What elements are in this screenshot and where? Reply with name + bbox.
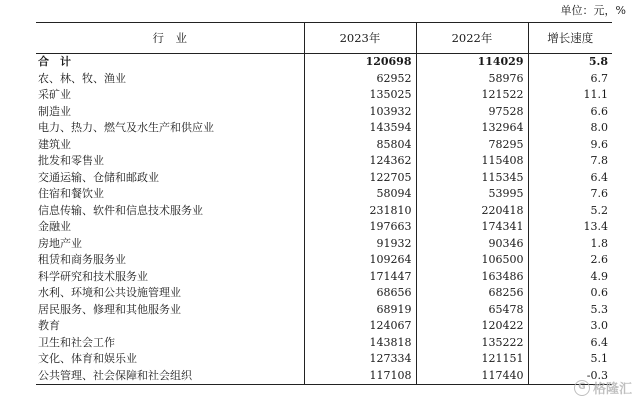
industry-cell: 批发和零售业 [38, 154, 104, 168]
header-growth: 增长速度 [528, 23, 612, 54]
value-2023-cell: 58094 [304, 186, 416, 203]
growth-cell: 11.1 [528, 87, 612, 104]
value-2023-cell: 85804 [304, 137, 416, 154]
industry-cell: 农、林、牧、渔业 [38, 71, 126, 85]
growth-cell: 0.6 [528, 285, 612, 302]
table-row [36, 335, 612, 352]
industry-cell: 水利、环境和公共设施管理业 [38, 286, 181, 300]
value-2022-cell: 53995 [416, 186, 528, 203]
growth-cell: 2.6 [528, 252, 612, 269]
industry-cell: 科学研究和技术服务业 [38, 269, 148, 283]
value-2023-cell: 231810 [304, 203, 416, 220]
value-2022-cell: 120422 [416, 318, 528, 335]
growth-cell: 13.4 [528, 219, 612, 236]
growth-cell: 3.0 [528, 318, 612, 335]
value-2023-cell: 171447 [304, 269, 416, 286]
value-2022-cell: 121522 [416, 87, 528, 104]
value-2022-cell: 68256 [416, 285, 528, 302]
value-2023-cell: 120698 [304, 54, 416, 71]
industry-cell: 文化、体育和娱乐业 [38, 352, 137, 366]
table-row [36, 351, 612, 368]
value-2022-cell: 58976 [416, 71, 528, 88]
value-2022-cell: 174341 [416, 219, 528, 236]
table-row [36, 302, 612, 319]
value-2023-cell: 68656 [304, 285, 416, 302]
unit-note: 单位：元，% [560, 4, 626, 17]
growth-cell: 5.1 [528, 351, 612, 368]
value-2023-cell: 91932 [304, 236, 416, 253]
watermark-logo-icon: G [574, 380, 590, 396]
industry-cell: 建筑业 [38, 137, 71, 151]
growth-cell: 5.8 [528, 54, 612, 71]
industry-cell: 住宿和餐饮业 [38, 187, 104, 201]
value-2022-cell: 97528 [416, 104, 528, 121]
industry-cell: 教育 [38, 319, 60, 333]
value-2023-cell: 143594 [304, 120, 416, 137]
growth-cell: 9.6 [528, 137, 612, 154]
table-header-row [36, 23, 612, 54]
growth-cell: 7.8 [528, 153, 612, 170]
watermark-text: 格隆汇 [592, 382, 632, 397]
growth-cell: 6.4 [528, 170, 612, 187]
growth-cell: -0.3 [528, 368, 612, 385]
table-row [36, 71, 612, 88]
industry-cell: 电力、热力、燃气及水生产和供应业 [38, 121, 214, 135]
value-2023-cell: 197663 [304, 219, 416, 236]
table-row [36, 219, 612, 236]
value-2023-cell: 135025 [304, 87, 416, 104]
industry-cell: 制造业 [38, 104, 71, 118]
table-row [36, 170, 612, 187]
value-2023-cell: 124067 [304, 318, 416, 335]
header-2023: 2023年 [304, 23, 416, 54]
value-2022-cell: 132964 [416, 120, 528, 137]
header-2022: 2022年 [416, 23, 528, 54]
table-row [36, 203, 612, 220]
growth-cell: 6.7 [528, 71, 612, 88]
table-row [36, 252, 612, 269]
industry-cell: 卫生和社会工作 [38, 335, 115, 349]
industry-cell: 采矿业 [38, 88, 71, 102]
header-industry: 行 业 [36, 23, 304, 54]
value-2023-cell: 122705 [304, 170, 416, 187]
growth-cell: 1.8 [528, 236, 612, 253]
industry-cell: 合 计 [38, 55, 71, 69]
table-row [36, 318, 612, 335]
growth-cell: 7.6 [528, 186, 612, 203]
value-2022-cell: 163486 [416, 269, 528, 286]
industry-cell: 房地产业 [38, 236, 82, 250]
value-2022-cell: 115408 [416, 153, 528, 170]
value-2023-cell: 62952 [304, 71, 416, 88]
value-2022-cell: 121151 [416, 351, 528, 368]
table-body [36, 54, 612, 385]
growth-cell: 5.2 [528, 203, 612, 220]
table-row [36, 54, 612, 71]
table-row [36, 269, 612, 286]
growth-cell: 6.6 [528, 104, 612, 121]
value-2023-cell: 143818 [304, 335, 416, 352]
table-row [36, 285, 612, 302]
value-2023-cell: 117108 [304, 368, 416, 385]
value-2022-cell: 220418 [416, 203, 528, 220]
value-2023-cell: 124362 [304, 153, 416, 170]
table-row [36, 368, 612, 385]
table-row [36, 137, 612, 154]
value-2022-cell: 78295 [416, 137, 528, 154]
value-2022-cell: 115345 [416, 170, 528, 187]
value-2022-cell: 106500 [416, 252, 528, 269]
value-2022-cell: 114029 [416, 54, 528, 71]
growth-cell: 6.4 [528, 335, 612, 352]
wage-table [36, 22, 612, 385]
industry-cell: 金融业 [38, 220, 71, 234]
industry-cell: 交通运输、仓储和邮政业 [38, 170, 159, 184]
growth-cell: 5.3 [528, 302, 612, 319]
table-row [36, 186, 612, 203]
value-2022-cell: 90346 [416, 236, 528, 253]
industry-cell: 公共管理、社会保障和社会组织 [36, 368, 304, 385]
table-row [36, 153, 612, 170]
watermark [574, 378, 632, 397]
value-2023-cell: 109264 [304, 252, 416, 269]
value-2022-cell: 117440 [416, 368, 528, 385]
value-2023-cell: 103932 [304, 104, 416, 121]
industry-cell: 信息传输、软件和信息技术服务业 [38, 203, 203, 217]
growth-cell: 4.9 [528, 269, 612, 286]
table-row [36, 104, 612, 121]
growth-cell: 8.0 [528, 120, 612, 137]
value-2022-cell: 65478 [416, 302, 528, 319]
industry-cell: 居民服务、修理和其他服务业 [38, 302, 181, 316]
value-2023-cell: 127334 [304, 351, 416, 368]
table-row [36, 120, 612, 137]
industry-cell: 租赁和商务服务业 [38, 253, 126, 267]
table-row [36, 236, 612, 253]
value-2023-cell: 68919 [304, 302, 416, 319]
table-row [36, 87, 612, 104]
value-2022-cell: 135222 [416, 335, 528, 352]
